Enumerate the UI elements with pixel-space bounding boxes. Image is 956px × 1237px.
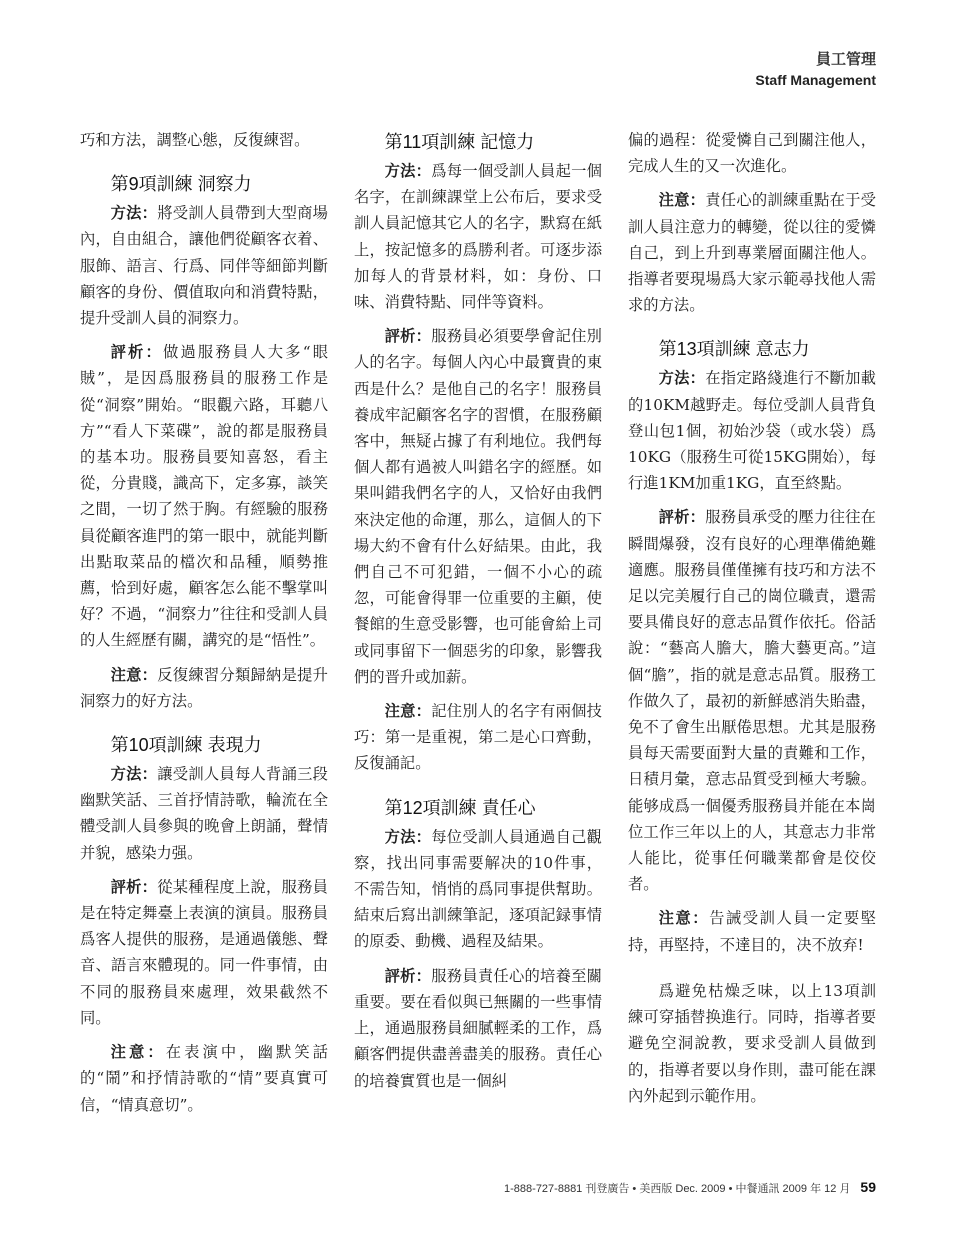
section-title-en: Staff Management [755, 72, 876, 88]
section-heading-9: 第9項訓練 洞察力 [110, 174, 252, 195]
method-text: 讓受訓人員每人背誦三段幽默笑話、三首抒情詩歌，輪流在全體受訓人員參與的晚會上朗誦，聲情并貌，感染力强。 [80, 765, 328, 862]
analysis-text: 做過服務員人大多“眼賊”，是因爲服務員的服務工作是從“洞察”開始。“眼觀六路，耳聽八方”“看人下菜碟”，說的都是服務員的基本功。服務員要知喜怒，看主從，分貴賤，識高下，定多寡，談笑之間，一切了然于胸。有經驗的服務員從顧客進門的第一眼中，就能判斷出點取菜品的檔次和品種，順勢推薦，恰到好處，顧客怎么能不擊掌叫好？不過，“洞察力”往往和受訓人員的人生經歷有關，講究的是“悟性”。 [80, 343, 328, 650]
note-text: 在表演中，幽默笑話的“鬧”和抒情詩歌的“情”要真實可信，“情真意切”。 [80, 1043, 328, 1114]
section-heading-13: 第13項訓練 意志力 [658, 339, 810, 360]
closing-paragraph: 爲避免枯燥乏味，以上13項訓練可穿插替换進行。同時，指導者要避免空洞說教，要求受訓人員做到的，指導者要以身作則，盡可能在課內外起到示範作用。 [628, 981, 876, 1105]
method-text: 在指定路綫進行不斷加載的10KM越野走。每位受訓人員背負登山包1個，初始沙袋（或水袋）爲10KG（服務生可從15KG開始），每行進1KM加重1KG，直至終點。 [628, 369, 876, 493]
section-heading-12: 第12項訓練 責任心 [384, 797, 536, 818]
page-footer [0, 1179, 876, 1196]
paragraph-method [80, 200, 328, 331]
analysis-label: 評析： [658, 508, 706, 527]
method-text: 每位受訓人員通過自己觀察，找出同事需要解决的10件事，不需告知，悄悄的爲同事提供幫助。結束后寫出訓練筆記，逐項記録事情的原委、動機、過程及結果。 [354, 827, 602, 951]
note-label: 注意： [658, 191, 706, 210]
method-label: 方法： [110, 204, 158, 223]
paragraph-method [354, 158, 602, 315]
analysis-text: 服務員必須要學會記住別人的名字。每個人內心中最寶貴的東西是什么？是他自己的名字！服務員養成牢記顧客名字的習慣，在服務顧客中，無疑占據了有利地位。我們每個人都有過被人叫錯名字的經歷。如果叫錯我們名字的人，又恰好由我們來決定他的命運，那么，這個人的下場大約不會有什么好結果。由此，我們自己不可犯錯，一個不小心的疏忽，可能會得罪一位重要的主顧，使餐館的生意受影響，也可能會給上司或同事留下一個惡劣的印象，影響我們的晋升或加薪。 [354, 327, 602, 686]
paragraph-analysis [80, 874, 328, 1031]
analysis-text: 從某種程度上說，服務員是在特定舞臺上表演的演員。服務員爲客人提供的服務，是通過儀態、聲音、語言來體現的。同一件事情，由不同的服務員來處理，效果截然不同。 [80, 877, 328, 1027]
section-heading-11: 第11項訓練 記憶力 [384, 132, 535, 152]
note-label: 注意： [110, 1043, 166, 1062]
section-header [755, 48, 876, 88]
paragraph-analysis [354, 323, 602, 690]
paragraph-method [354, 824, 602, 955]
paragraph-note [628, 905, 876, 957]
note-text: 責任心的訓練重點在于受訓人員注意力的轉變，從以往的愛憐自己，到上升到專業層面關注他人。指導者要現場爲大家示範尋找他人需求的方法。 [628, 191, 876, 315]
paragraph-analysis [628, 504, 876, 897]
analysis-text: 服務員責任心的培養至關重要。要在看似與已無關的一些事情上，通過服務員細膩輕柔的工作，爲顧客們提供盡善盡美的服務。責任心的培養實質也是一個糾 [354, 966, 602, 1090]
paragraph-gap [628, 966, 876, 978]
footer-text: 1-888-727-8881 刊登廣告 • 美西版 Dec. 2009 • 中餐通訊 2009 年 12 月 [504, 1183, 851, 1195]
paragraph-note [80, 1039, 328, 1118]
analysis-text: 服務員承受的壓力往往在瞬間爆發，沒有良好的心理準備絶難適應。服務員僅僅擁有技巧和方法不足以完美履行自己的崗位職責，還需要具備良好的意志品質作依托。俗話說：“藝高人膽大，膽大藝更高。”這個“膽”，指的就是意志品質。服務工作做久了，最初的新鮮感消失貽盡，免不了會生出厭倦思想。尤其是服務員每天需要面對大量的責難和工作，日積月彙，意志品質受到極大考驗。能够成爲一個優秀服務員并能在本崗位工作三年以上的人，其意志力非常人能比，從事任何職業都會是佼佼者。 [628, 508, 876, 894]
paragraph-analysis [354, 963, 602, 1094]
method-label: 方法： [384, 827, 432, 846]
method-label: 方法： [110, 765, 158, 784]
paragraph-note [628, 187, 876, 318]
note-text: 記住別人的名字有兩個技巧：第一是重視，第二是心口齊動，反復誦記。 [354, 702, 602, 773]
column-3 [628, 127, 876, 1117]
paragraph: 巧和方法，調整心態，反復練習。 [80, 131, 310, 149]
analysis-label: 評析： [384, 327, 432, 346]
paragraph-note [80, 662, 328, 714]
method-text: 爲每一個受訓人員起一個名字，在訓練課堂上公布后，要求受訓人員記憶其它人的名字，默寫在紙上，按記憶多的爲勝利者。可逐步添加每人的背景材料，如：身份、口味、消費特點、同伴等資料。 [354, 162, 602, 312]
analysis-label: 評析： [110, 343, 163, 362]
analysis-label: 評析： [110, 877, 158, 896]
section-heading-10: 第10項訓練 表現力 [110, 735, 262, 756]
note-label: 注意： [110, 665, 158, 684]
note-label: 注意： [658, 909, 710, 928]
paragraph-method [628, 365, 876, 496]
analysis-label: 評析： [384, 966, 432, 985]
note-text: 反復練習分類歸納是提升洞察力的好方法。 [80, 665, 328, 710]
column-1 [80, 127, 328, 1126]
paragraph-method [80, 761, 328, 866]
method-label: 方法： [658, 369, 706, 388]
column-2 [354, 127, 602, 1102]
section-title-zh: 員工管理 [815, 51, 876, 68]
page-number: 59 [860, 1179, 876, 1195]
note-text: 告誡受訓人員一定要堅持，再堅持，不達目的，决不放弃! [628, 909, 876, 954]
method-text: 將受訓人員帶到大型商場內，自由組合，讓他們從顧客衣着、服飾、語言、行爲、同伴等細節判斷顧客的身份、價值取向和消費特點，提升受訓人員的洞察力。 [80, 204, 328, 328]
paragraph: 偏的過程：從愛憐自己到關注他人，完成人生的又一次進化。 [628, 131, 876, 176]
method-label: 方法： [384, 162, 432, 180]
paragraph-analysis [80, 339, 328, 653]
note-label: 注意： [384, 702, 432, 721]
paragraph-note [354, 698, 602, 777]
